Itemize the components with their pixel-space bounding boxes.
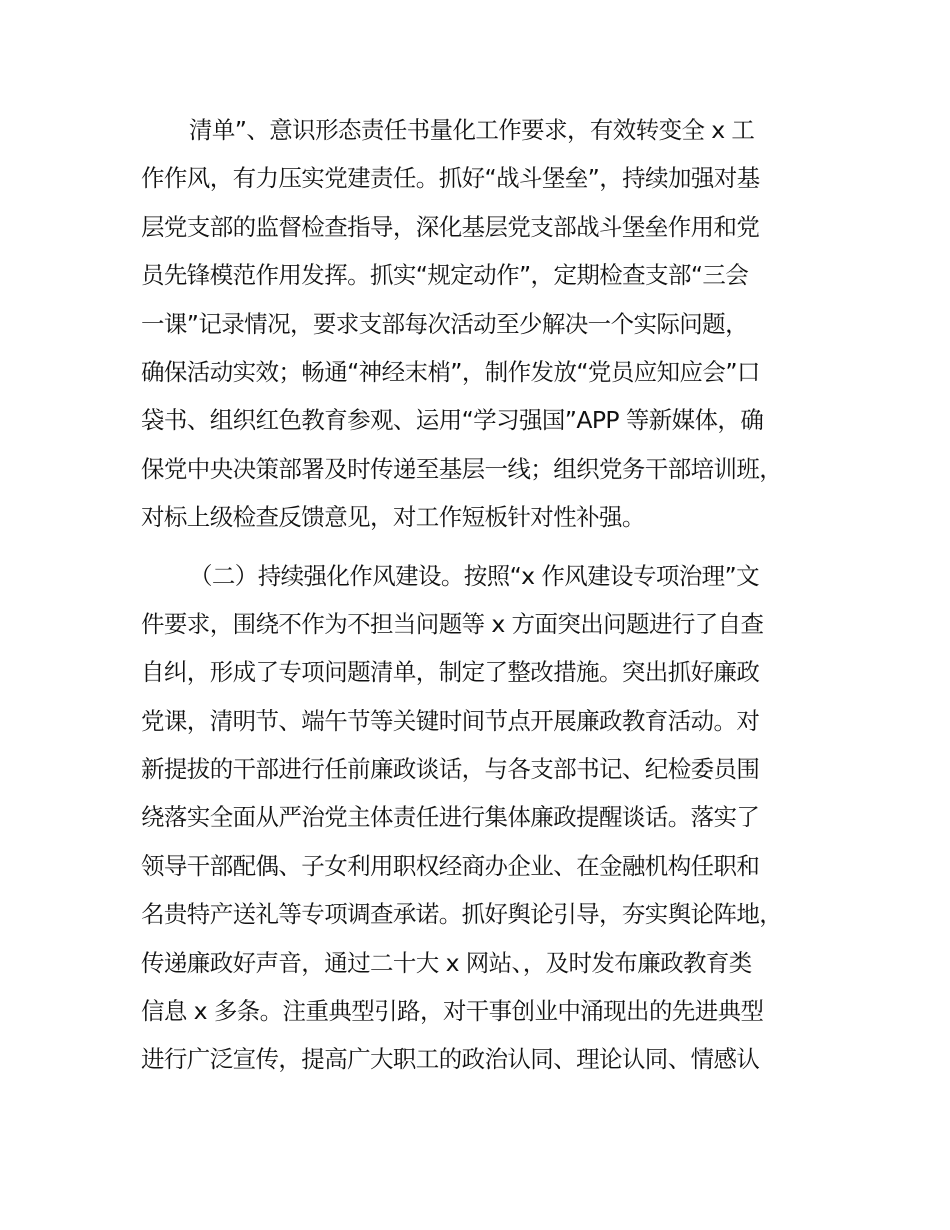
text-line: 名贵特产送礼等专项调查承诺。抓好舆论引导，夯实舆论阵地，	[141, 900, 783, 929]
document-body	[141, 106, 831, 1084]
text-line: 新提拔的干部进行任前廉政谈话，与各支部书记、纪检委员围	[141, 755, 760, 784]
text-line: 件要求，围绕不作为不担当问题等 x 方面突出问题进行了自查	[141, 609, 764, 638]
text-line: 进行广泛宣传，提高广大职工的政治认同、理论认同、情感认	[141, 1045, 760, 1074]
text-line: 领导干部配偶、子女利用职权经商办企业、在金融机构任职和	[141, 851, 760, 880]
text-line: 一课”记录情况，要求支部每次活动至少解决一个实际问题，	[141, 309, 748, 338]
text-line: 自纠，形成了专项问题清单，制定了整改措施。突出抓好廉政	[141, 658, 760, 687]
text-line: 作作风，有力压实党建责任。抓好“战斗堡垒”，持续加强对基	[141, 164, 760, 193]
section-heading-line: （二）持续强化作风建设。按照“x 作风建设专项治理”文	[189, 561, 760, 590]
text-line: 员先锋模范作用发挥。抓实“规定动作”，定期检查支部“三会	[141, 261, 749, 290]
text-line: 层党支部的监督检查指导，深化基层党支部战斗堡垒作用和党	[141, 212, 760, 241]
paragraph-work-style	[141, 552, 831, 1084]
text-line: 清单”、意识形态责任书量化工作要求，有效转变全 x 工	[189, 116, 755, 144]
text-line: 对标上级检查反馈意见，对工作短板针对性补强。	[141, 503, 645, 532]
text-line: 确保活动实效；畅通“神经末梢”，制作发放“党员应知应会”口	[141, 357, 760, 386]
paragraph-party-building	[141, 106, 831, 542]
paragraph-spacing	[141, 542, 831, 552]
text-line: 信息 x 多条。注重典型引路，对干事创业中涌现出的先进典型	[141, 997, 764, 1026]
text-line: 党课，清明节、端午节等关键时间节点开展廉政教育活动。对	[141, 706, 760, 735]
text-line: 绕落实全面从严治党主体责任进行集体廉政提醒谈话。落实了	[141, 803, 760, 832]
text-line: 传递廉政好声音，通过二十大 x 网站、，及时发布廉政教育类	[141, 948, 752, 977]
text-line: 袋书、组织红色教育参观、运用“学习强国”APP 等新媒体，确	[141, 406, 764, 435]
text-line: 保党中央决策部署及时传递至基层一线；组织党务干部培训班，	[141, 454, 783, 483]
